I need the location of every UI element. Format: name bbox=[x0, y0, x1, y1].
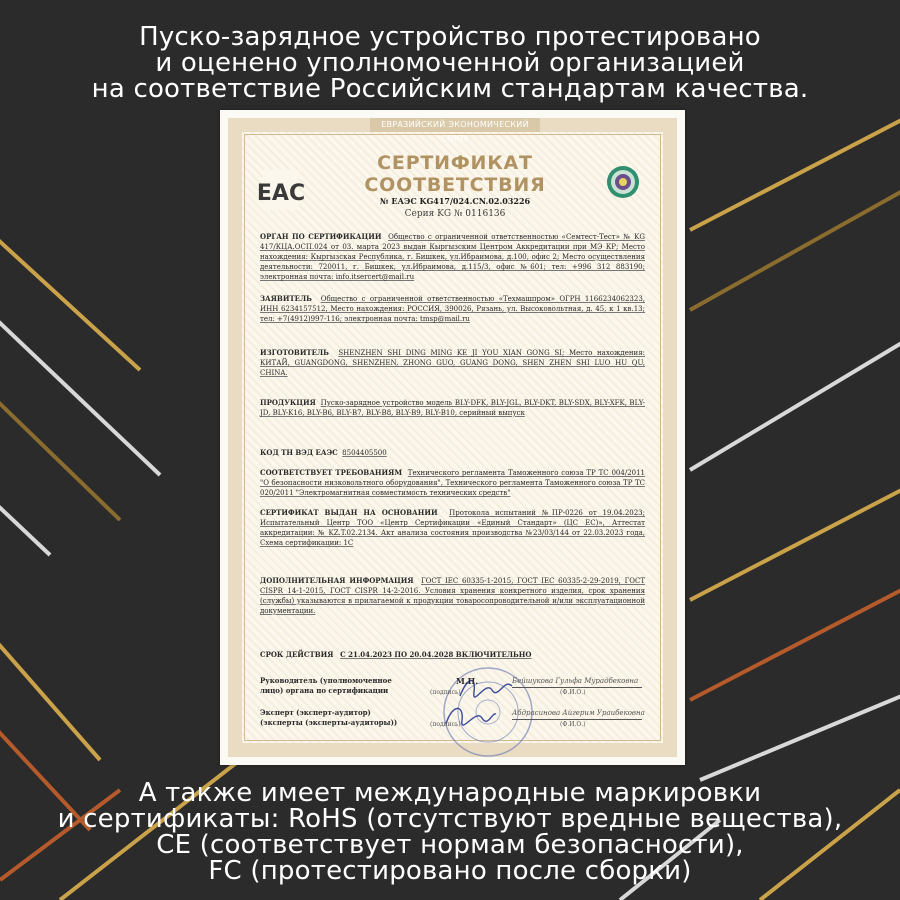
section-requirements bbox=[260, 468, 645, 498]
additional-label: ДОПОЛНИТЕЛЬНАЯ ИНФОРМАЦИЯ bbox=[260, 576, 414, 585]
tn-ved-label: КОД ТН ВЭД ЕАЭС bbox=[260, 448, 338, 457]
section-product bbox=[260, 398, 645, 418]
series-value: 0116136 bbox=[465, 209, 506, 219]
headline-bottom-line-1: А также имеет международные маркировки bbox=[138, 778, 762, 808]
certificate-number: № ЕАЭС KG417/024.CN.02.03226 bbox=[379, 196, 531, 206]
svg-text:ЕАС: ЕАС bbox=[256, 181, 306, 206]
additional-text: ГОСТ IEC 60335-1-2015, ГОСТ IEC 60335-2-29-2019, ГОСТ CISPR 14-1-2015, ГОСТ CISPR 14-2-2016. Условия хранения конкретного изделия, срок хранения (службы) указываются в прилагаемой к продукции товаросопроводительной и/или эксплуатационной документации. bbox=[260, 577, 645, 615]
requirements-label: СООТВЕТСТВУЕТ ТРЕБОВАНИЯМ bbox=[260, 468, 403, 477]
headline-top-line-1: Пуско-зарядное устройство протестировано bbox=[139, 22, 761, 52]
basis-label: СЕРТИФИКАТ ВЫДАН НА ОСНОВАНИИ bbox=[260, 508, 438, 517]
certificate-title: СЕРТИФИКАТ СООТВЕТСТВИЯ bbox=[364, 152, 546, 196]
expert-name: Абдрасинова Айгерим Ураибековна bbox=[512, 709, 645, 717]
section-applicant bbox=[260, 294, 645, 324]
organ-text: Общество с ограниченной ответственностью «Семтест-Тест» № KG 417/КЦА.ОСП.024 от 03. марта 2023 выдан Кыргызским Центром Аккредитации при МЭ КР; Место нахождения: Кыргызская Республика, г. Бишкек, ул.Ибраимова, д.100, офис 2; Место осуществления деятельности: 720011, г. Бишкек, ул.Ибраимова, д.115/3, офис №601; тел: +996 312 883190; электронная почта: info.itsercert@mail.ru bbox=[260, 233, 646, 281]
organ-label: ОРГАН ПО СЕРТИФИКАЦИИ bbox=[260, 232, 382, 241]
expert-label: Эксперт (эксперт-аудитор) (эксперты (эксперты-аудиторы)) bbox=[260, 708, 398, 727]
manufacturer-text: SHENZHEN SHI DING MING KE JI YOU XIAN GONG SI; Место нахождения: КИТАЙ, GUANGDONG, SHENZHEN, ZHONG GUO, GUANG DONG, SHEN ZHEN SHI LUO HU QU, CHINA. bbox=[260, 349, 645, 377]
head-label: Руководитель (уполномоченное лицо) органа по сертификации bbox=[260, 676, 392, 695]
hologram-seal-icon bbox=[606, 165, 640, 199]
validity-text: С 21.04.2023 ПО 20.04.2028 ВКЛЮЧИТЕЛЬНО bbox=[340, 650, 532, 659]
union-band: ЕВРАЗИЙСКИЙ ЭКОНОМИЧЕСКИЙ СОЮЗ bbox=[370, 118, 540, 132]
manufacturer-label: ИЗГОТОВИТЕЛЬ bbox=[260, 348, 329, 357]
headline-top-line-3: на соответствие Российским стандартам качества. bbox=[91, 74, 809, 104]
certificate-series bbox=[320, 209, 590, 219]
headline-top bbox=[0, 24, 900, 102]
basis-text: Протокола испытаний №ПР-0226 от 19.04.2023; Испытательный Центр ТОО «Центр Сертификации «Единый Стандарт» (ЦС ЕС)», Аттестат аккредитации: № KZ.T.02.2134. Акт анализа состояния производства №23/03/144 от 22.03.2023 года, Схема сертификации: 1С bbox=[260, 509, 645, 547]
section-validity bbox=[260, 650, 645, 660]
mp-mark: М.П. bbox=[456, 676, 478, 686]
product-text: Пуско-зарядное устройство модель BLY-DFK, BLY-JGL, BLY-DKT, BLY-SDX, BLY-XFK, BLY-JD, BLY-K16, BLY-B6, BLY-B7, BLY-B8, BLY-B9, BLY-B10, серийный выпуск bbox=[260, 399, 645, 417]
product-label: ПРОДУКЦИЯ bbox=[260, 398, 316, 407]
headline-bottom-line-4: FC (протестировано после сборки) bbox=[208, 856, 692, 886]
section-tn-ved bbox=[260, 448, 645, 458]
expert-fio: (Ф.И.О.) bbox=[560, 721, 586, 728]
section-manufacturer bbox=[260, 348, 645, 378]
head-name: Бейшукова Гульфа Мурадбековна bbox=[512, 677, 639, 685]
head-sign-caption: (подпись) bbox=[430, 689, 461, 696]
headline-bottom-line-2: и сертификаты: RoHS (отсутствуют вредные вещества), bbox=[57, 804, 843, 834]
tn-ved-text: 8504405500 bbox=[342, 449, 387, 457]
applicant-label: ЗАЯВИТЕЛЬ bbox=[260, 294, 312, 303]
requirements-text: Технического регламента Таможенного союза ТР ТС 004/2011 "О безопасности низковольтного оборудования", Технического регламента Таможенного союза ТР ТС 020/2011 "Электромагнитная совместимость технических средств" bbox=[260, 469, 646, 497]
headline-bottom bbox=[0, 780, 900, 884]
expert-sign-caption: (подпись) bbox=[430, 721, 461, 728]
validity-label: СРОК ДЕЙСТВИЯ bbox=[260, 650, 334, 659]
applicant-text: Общество с ограниченной ответственностью «Техмашпром» ОГРН 1166234062323, ИНН 6234157512, Место нахождения: РОССИЯ, 390026, Рязань, ул. Высоковольтная, д. 45, к 1 кв.13; тел: +7(4912)997-116; электронная почта: tmsp@mail.ru bbox=[260, 295, 645, 323]
headline-top-line-2: и оценено уполномоченной организацией bbox=[155, 48, 745, 78]
section-basis bbox=[260, 508, 645, 548]
head-fio: (Ф.И.О.) bbox=[560, 689, 586, 696]
eac-logo-icon bbox=[256, 170, 306, 210]
section-additional bbox=[260, 576, 645, 616]
headline-bottom-line-3: CE (соответствует нормам безопасности), bbox=[156, 830, 744, 860]
certificate-image bbox=[220, 110, 685, 765]
section-organ bbox=[260, 232, 645, 282]
series-label: Серия KG № bbox=[404, 209, 463, 219]
